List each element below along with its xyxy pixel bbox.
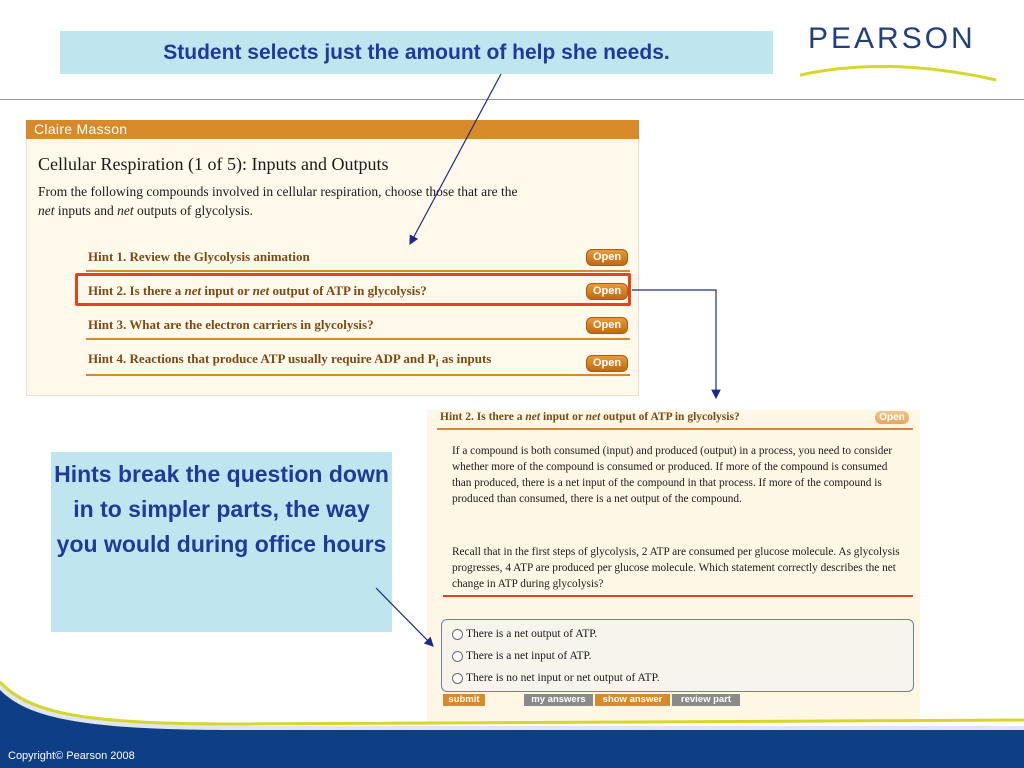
pearson-logo-text: PEARSON <box>808 22 976 55</box>
hint-4-open-button[interactable]: Open <box>586 355 628 372</box>
hint-3-open-button[interactable]: Open <box>586 317 628 334</box>
detail-hint-post: output of ATP in glycolysis? <box>600 411 740 423</box>
detail-paragraph-2: Recall that in the first steps of glycolysis, 2 ATP are consumed per glucose molecule. As glycolysis progresses, 4 ATP are produced per glucose molecule. Which statement correctly describes the net change in ATP during glycolysis? <box>452 546 900 590</box>
answer-option-1-label: There is a net output of ATP. <box>466 628 598 640</box>
my-answers-button[interactable]: my answers <box>524 694 593 706</box>
hint-1-label: Hint 1. Review the Glycolysis animation <box>88 249 310 264</box>
question-text-net-2: net <box>117 203 134 218</box>
detail-hint-mid: input or <box>540 411 586 423</box>
student-name-bar: Claire Masson <box>26 120 639 139</box>
hint-3-label: Hint 3. What are the electron carriers in glycolysis? <box>88 317 374 332</box>
question-text-mid: inputs and <box>54 203 118 218</box>
options-arrow <box>376 588 433 646</box>
hint-2-open-button[interactable]: Open <box>586 283 628 300</box>
detail-open-button[interactable]: Open <box>875 411 909 424</box>
answer-option-3-label: There is no net input or net output of ATP. <box>466 672 660 684</box>
top-callout-arrow <box>410 74 501 244</box>
detail-hint-net-2: net <box>585 411 601 423</box>
hint-2-label-mid: input or <box>201 283 253 298</box>
question-title: Cellular Respiration (1 of 5): Inputs and Outputs <box>38 154 389 174</box>
hint-1-open-button[interactable]: Open <box>586 249 628 266</box>
question-text-net-1: net <box>38 203 55 218</box>
detail-paragraph-1: If a compound is both consumed (input) and produced (output) in a process, you need to consider whether more of the compound is consumed or produced. If more of the compound is consumed than produced, there is a net input of the compound in that process. If more of the compound is produced than consumed, there is a net output of the compound. <box>452 445 893 505</box>
question-text-end: outputs of glycolysis. <box>133 203 253 218</box>
hint-2-label-net-2: net <box>252 283 270 298</box>
hints-callout-text: Hints break the question down in to simpler parts, the way you would during office hours <box>54 461 389 557</box>
hint-2-label-post: output of ATP in glycolysis? <box>269 283 427 298</box>
question-text-line1: From the following compounds involved in cellular respiration, choose those that are the <box>38 184 518 199</box>
hint-4-label-sub: i <box>435 357 439 370</box>
footer-band <box>0 680 1024 768</box>
hint-2-label-net-1: net <box>184 283 202 298</box>
detail-hint-pre: Hint 2. Is there a <box>440 411 526 423</box>
copyright-text: Copyright© Pearson 2008 <box>8 750 135 762</box>
hint-2-label-pre: Hint 2. Is there a <box>88 283 185 298</box>
show-answer-button[interactable]: show answer <box>595 694 670 706</box>
review-part-button[interactable]: review part <box>672 694 740 706</box>
answer-option-2-label: There is a net input of ATP. <box>466 650 592 662</box>
hint-4-label-post: as inputs <box>438 351 492 366</box>
top-callout-text: Student selects just the amount of help she needs. <box>163 40 670 64</box>
hint-4-label-pre: Hint 4. Reactions that produce ATP usually require ADP and P <box>88 351 436 366</box>
hint-expand-arrow <box>632 290 716 398</box>
detail-hint-net-1: net <box>525 411 541 423</box>
submit-button[interactable]: submit <box>443 694 485 706</box>
